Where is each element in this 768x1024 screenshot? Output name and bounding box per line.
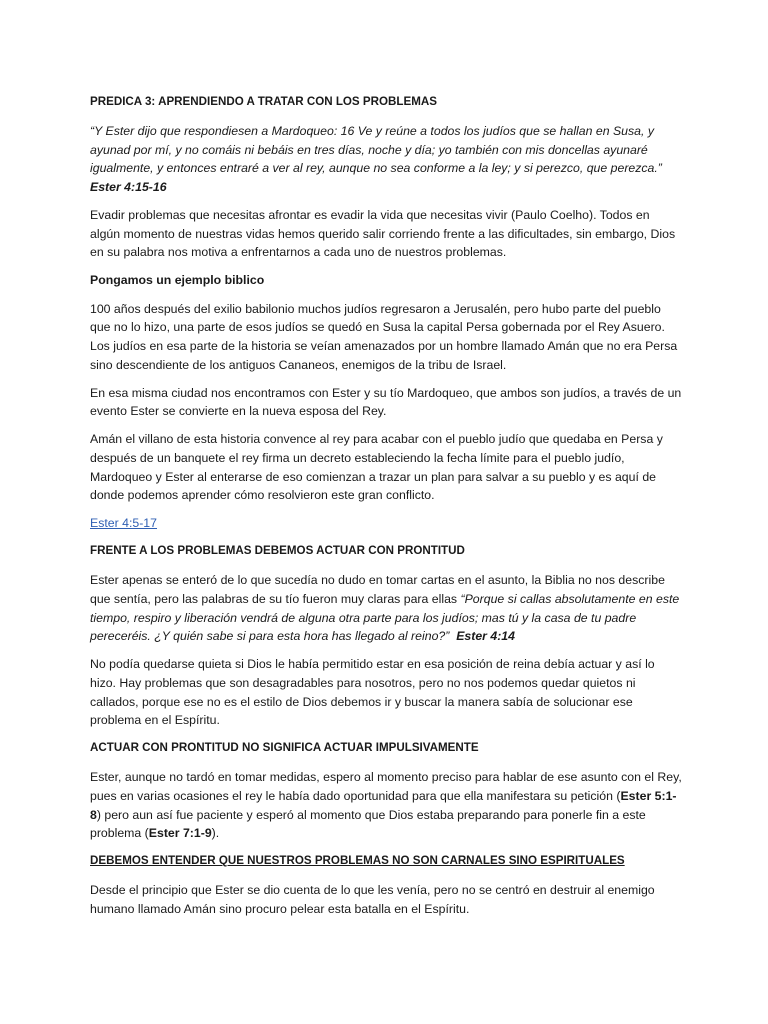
section3-paragraph: Desde el principio que Ester se dio cuenta de lo que les venía, pero no se centró en destruir al enemigo humano llamado Amán sino procuro pelear esta batalla en el Espíritu. bbox=[90, 883, 655, 916]
intro-paragraph: Evadir problemas que necesitas afrontar es evadir la vida que necesitas vivir (Paulo Coelho). Todos en algún momento de nuestras vidas hemos querido salir corriendo frente a las dificultades, sin embargo, Dios en su palabra nos motiva a enfrentarnos a cada uno de nuestros problemas. bbox=[90, 207, 676, 260]
document-page bbox=[90, 93, 682, 928]
example-heading: Pongamos un ejemplo biblico bbox=[90, 273, 265, 288]
history-paragraph: 100 años después del exilio babilonio muchos judíos regresaron a Jerusalén, pero hubo parte del pueblo que no lo hizo, una parte de esos judíos se quedó en Susa la capital Persa gobernada por el Rey Asuero. Los judíos en esa parte de la historia se veían amenazados por un hombre llamado Amán que no era Persa sino descendiente de los antiguos Cananeos, enemigos de la tribu de Israel. bbox=[90, 301, 678, 372]
section2-text-a: Ester, aunque no tardó en tomar medidas, espero al momento preciso para hablar de ese asunto con el Rey, pues en varias ocasiones el rey le había dado oportunidad para que ella manifestara su petición ( bbox=[90, 770, 682, 803]
section2-heading: ACTUAR CON PRONTITUD NO SIGNIFICA ACTUAR IMPULSIVAMENTE bbox=[90, 741, 479, 755]
section1-paragraph-text: Ester apenas se enteró de lo que sucedía no dudo en tomar cartas en el asunto, la Biblia no nos describe que sentía, pero las palabras de su tío fueron muy claras para ellas bbox=[90, 573, 665, 607]
opening-quote-reference: Ester 4:15-16 bbox=[90, 179, 167, 194]
opening-quote-paragraph bbox=[90, 122, 682, 196]
section1-quote: “Porque si callas absolutamente en este tiempo, respiro y liberación vendrá de alguna otra parte para los judíos; mas tú y la casa de tu padre pereceréis. ¿Y quién sabe si para esta hora has llegado al reino?” bbox=[90, 592, 680, 644]
section2-paragraph bbox=[90, 768, 682, 842]
section2-ref-b: Ester 7:1-9 bbox=[148, 826, 212, 841]
section2-ref-a: Ester 5:1-8 bbox=[90, 788, 677, 822]
aman-paragraph: Amán el villano de esta historia convence al rey para acabar con el pueblo judío que quedaba en Persa y después de un banquete el rey firma un decreto estableciendo la fecha límite para el pueblo judío, Mardoqueo y Ester al enterarse de eso comienzan a trazar un plan para salvar a su pueblo y es aquí de donde podemos aprender cómo resolvieron este gran conflicto. bbox=[90, 432, 663, 503]
section1-quote-reference: Ester 4:14 bbox=[456, 629, 515, 644]
reference-link[interactable]: Ester 4:5-17 bbox=[90, 516, 157, 531]
reference-link-paragraph bbox=[90, 514, 682, 533]
document-title: PREDICA 3: APRENDIENDO A TRATAR CON LOS PROBLEMAS bbox=[90, 95, 437, 108]
section3-heading: DEBEMOS ENTENDER QUE NUESTROS PROBLEMAS NO SON CARNALES SINO ESPIRITUALES bbox=[90, 854, 625, 868]
section1-paragraph2: No podía quedarse quieta si Dios le había permitido estar en esa posición de reina debía actuar y así lo hizo. Hay problemas que son desagradables para nosotros, pero no nos podemos quedar quietos ni callados, porque ese no es el estilo de Dios debemos ir y buscar la manera sabía de solucionar ese problema en el Espíritu. bbox=[90, 657, 655, 728]
ester-paragraph: En esa misma ciudad nos encontramos con Ester y su tío Mardoqueo, que ambos son judíos, a través de un evento Ester se convierte en la nueva esposa del Rey. bbox=[90, 385, 682, 419]
section1-heading: FRENTE A LOS PROBLEMAS DEBEMOS ACTUAR CON PRONTITUD bbox=[90, 544, 465, 558]
opening-quote-text: “Y Ester dijo que respondiesen a Mardoqueo: 16 Ve y reúne a todos los judíos que se hallan en Susa, y ayunad por mí, y no comáis ni bebáis en tres días, noche y día; yo también con mis doncellas ayunaré igualmente, y entonces entraré a ver al rey, aunque no sea conforme a la ley; y si perezco, que perezca.” bbox=[90, 124, 662, 176]
section2-text-b: ) pero aun así fue paciente y esperó al momento que Dios estaba preparando para ponerle fin a este problema ( bbox=[90, 807, 646, 841]
section1-paragraph bbox=[90, 571, 682, 645]
section2-text-c: ). bbox=[211, 826, 220, 841]
